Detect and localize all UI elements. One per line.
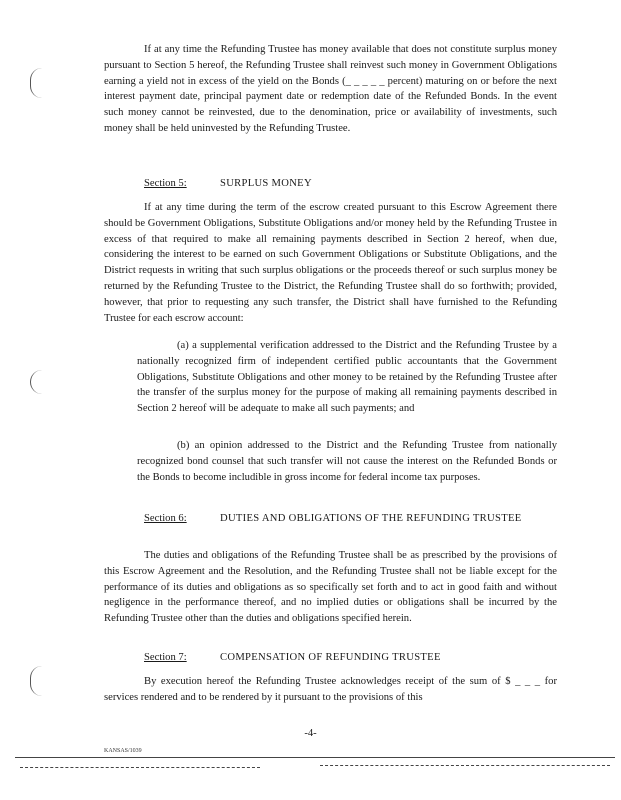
footer-document-code: KANSAS/1039 <box>104 748 142 754</box>
section-6-number: Section 6: <box>144 513 187 524</box>
paragraph-reinvestment: If at any time the Refunding Trustee has money available that does not constitute surplus money pursuant to Section 5 hereof, the Refunding Trustee shall reinvest such money in Government Obligations earning a yield not in excess of the yield on the Bonds (_ _ _ _ _ percent) maturing on or before the next interest payment date, principal payment date or redemption date of the Refunded Bonds. In the event such money cannot be reinvested, due to the denomination, price or availability of investments, such money shall be held uninvested by the Refunding Trustee. <box>104 44 557 134</box>
section-7-number: Section 7: <box>144 652 187 663</box>
paragraph-compensation: By execution hereof the Refunding Trustee acknowledges receipt of the sum of $ _ _ _ for services rendered and to be rendered by it pursuant to the provisions of this <box>104 676 557 703</box>
scan-artifact-line <box>320 765 610 766</box>
scan-bracket-mark <box>30 68 43 98</box>
paragraph-item-b: (b) an opinion addressed to the District and the Refunding Trustee from nationally recognized bond counsel that such transfer will not cause the interest on the Refunded Bonds or the Bonds to become includible in gross income for federal income tax purposes. <box>137 440 557 483</box>
section-5-title: SURPLUS MONEY <box>220 178 312 189</box>
section-6-title: DUTIES AND OBLIGATIONS OF THE REFUNDING TRUSTEE <box>220 513 522 524</box>
page-number: -4- <box>304 728 317 739</box>
paragraph-surplus-money: If at any time during the term of the escrow created pursuant to this Escrow Agreement there should be Government Obligations, Substitute Obligations and/or money held by the Refunding Trustee in excess of that required to make all remaining payments described in Section 2 hereof, when due, considering the interest to be earned on such Government Obligations or Substitute Obligations, and the District requests in writing that such surplus obligations or the proceeds thereof or such surplus money be returned by the Refunding Trustee to the District, the Refunding Trustee shall do so forthwith; provided, however, that prior to requesting any such transfer, the District shall have furnished to the Refunding Trustee for each escrow account: <box>104 202 557 324</box>
section-7-title: COMPENSATION OF REFUNDING TRUSTEE <box>220 652 441 663</box>
scan-bracket-mark <box>30 666 43 696</box>
scan-artifact-line <box>15 757 615 758</box>
paragraph-duties: The duties and obligations of the Refunding Trustee shall be as prescribed by the provisions of this Escrow Agreement and the Resolution, and the Refunding Trustee shall not be liable except for the performance of its duties and obligations as so specifically set forth and to act in good faith and without negligence in the performance thereof, and no implied duties or obligations shall be incurred by the Refunding Trustee other than the duties and obligations specified herein. <box>104 550 557 625</box>
scan-artifact-line <box>20 767 260 768</box>
paragraph-item-a: (a) a supplemental verification addressed to the District and the Refunding Trustee by a nationally recognized firm of independent certified public accountants that the Government Obligations, Substitute Obligations and other money to be retained by the Refunding Trustee after the transfer of the surplus money for the purpose of making all remaining payments described in Section 2 hereof will be adequate to make all such payments; and <box>137 340 557 415</box>
scan-bracket-mark <box>30 370 43 394</box>
section-5-number: Section 5: <box>144 178 187 189</box>
